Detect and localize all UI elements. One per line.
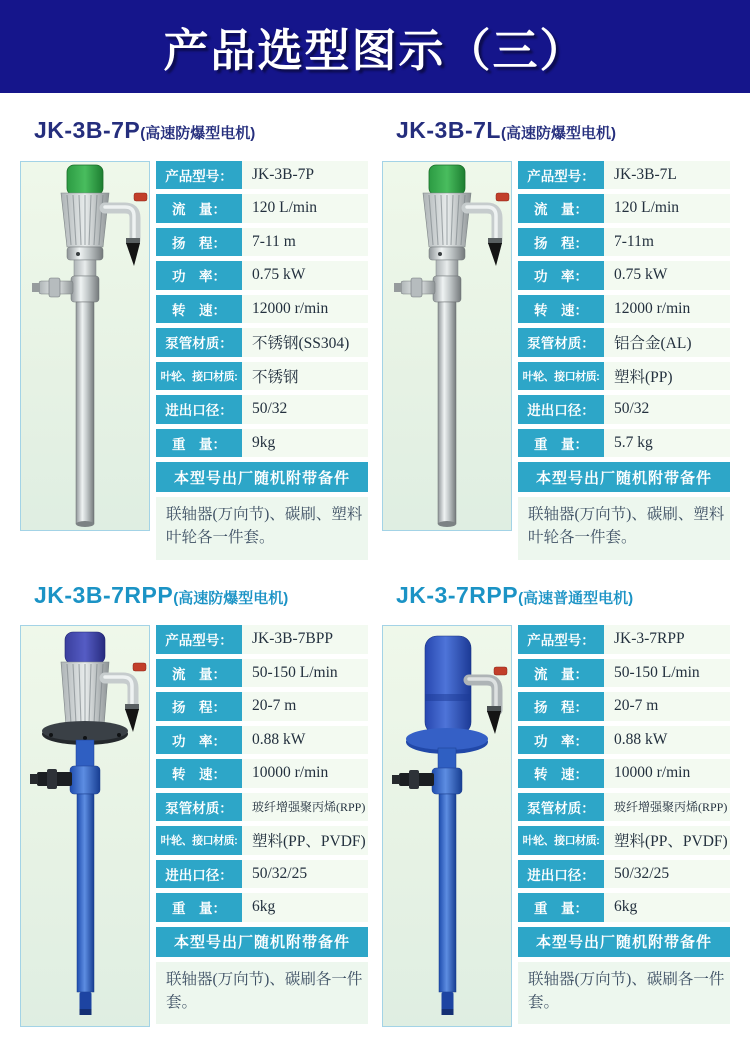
spec-row — [156, 429, 368, 458]
spec-value: 20-7 m — [604, 692, 730, 721]
spec-rows — [156, 161, 368, 458]
product-motor-type: (高速普通型电机) — [518, 589, 634, 607]
spec-label: 功 率： — [156, 726, 242, 755]
pump-illustration-rpp-blue-motor — [383, 626, 511, 1026]
spec-row — [156, 726, 368, 755]
spec-value: 不锈钢 — [242, 362, 368, 391]
spec-label: 泵管材质： — [518, 793, 604, 822]
pump-photo-frame — [382, 625, 512, 1027]
spec-row — [518, 429, 730, 458]
product-motor-type: (高速防爆型电机) — [500, 125, 616, 142]
spec-value: JK-3B-7BPP — [242, 625, 368, 654]
spec-value: 20-7 m — [242, 692, 368, 721]
spec-value: 120 L/min — [604, 194, 730, 223]
spec-value: 5.7 kg — [604, 429, 730, 458]
pump-illustration-aluminum-green — [383, 162, 511, 530]
accessories-banner: 本型号出厂随机附带备件 — [518, 927, 730, 957]
pump-photo-frame — [382, 161, 512, 531]
spec-row — [156, 826, 368, 855]
spec-value: 7-11m — [604, 228, 730, 257]
spec-label: 重 量： — [518, 893, 604, 922]
spec-value: 10000 r/min — [604, 759, 730, 788]
accessories-text: 联轴器(万向节)、碳刷各一件套。 — [518, 962, 730, 1025]
spec-label: 转 速： — [156, 295, 242, 324]
spec-value: 50/32/25 — [604, 860, 730, 889]
spec-row — [518, 860, 730, 889]
spec-row — [518, 625, 730, 654]
spec-label: 重 量： — [156, 429, 242, 458]
pump-photo-frame — [20, 625, 150, 1027]
spec-value: 50/32 — [604, 395, 730, 424]
spec-label: 进出口径： — [518, 860, 604, 889]
product-title — [396, 582, 730, 610]
spec-table — [156, 625, 368, 1024]
spec-label: 叶轮、接口材质: — [518, 362, 604, 391]
spec-label: 转 速： — [156, 759, 242, 788]
product-model: JK-3B-7L — [396, 117, 501, 143]
product-title — [34, 117, 368, 145]
spec-label: 进出口径： — [518, 395, 604, 424]
spec-row — [518, 659, 730, 688]
spec-value: 12000 r/min — [604, 295, 730, 324]
spec-label: 叶轮、接口材质: — [156, 362, 242, 391]
spec-row — [518, 726, 730, 755]
spec-value: 9kg — [242, 429, 368, 458]
product-motor-type: (高速防爆型电机) — [140, 125, 256, 142]
spec-rows — [518, 161, 730, 458]
spec-label: 产品型号： — [518, 161, 604, 190]
pump-photo-frame — [20, 161, 150, 531]
spec-row — [518, 893, 730, 922]
spec-label: 流 量： — [518, 659, 604, 688]
spec-label: 流 量： — [156, 659, 242, 688]
product-model: JK-3-7RPP — [396, 581, 519, 608]
accessories-banner: 本型号出厂随机附带备件 — [156, 927, 368, 957]
spec-label: 泵管材质： — [156, 328, 242, 357]
spec-row — [156, 860, 368, 889]
spec-label: 功 率： — [156, 261, 242, 290]
spec-value: JK-3B-7P — [242, 161, 368, 190]
product-model: JK-3B-7P — [34, 117, 141, 143]
spec-row — [518, 161, 730, 190]
accessories-text: 联轴器(万向节)、碳刷各一件套。 — [156, 962, 368, 1025]
spec-label: 叶轮、接口材质: — [156, 826, 242, 855]
spec-row — [156, 261, 368, 290]
spec-row — [518, 759, 730, 788]
spec-value: 7-11 m — [242, 228, 368, 257]
spec-label: 扬 程： — [518, 228, 604, 257]
spec-value: 0.75 kW — [604, 261, 730, 290]
spec-label: 扬 程： — [518, 692, 604, 721]
product-card-jk-3b-7rpp — [20, 582, 368, 1028]
spec-value: 铝合金(AL) — [604, 328, 730, 357]
spec-row — [518, 261, 730, 290]
spec-row — [156, 793, 368, 822]
spec-label: 功 率： — [518, 726, 604, 755]
spec-row — [156, 692, 368, 721]
accessories-text: 联轴器(万向节)、碳刷、塑料叶轮各一件套。 — [518, 497, 730, 560]
spec-value: 10000 r/min — [242, 759, 368, 788]
spec-value: 塑料(PP、PVDF) — [242, 826, 368, 855]
spec-value: 50-150 L/min — [604, 659, 730, 688]
spec-value: 120 L/min — [242, 194, 368, 223]
spec-row — [518, 295, 730, 324]
spec-value: 塑料(PP) — [604, 362, 730, 391]
spec-label: 泵管材质： — [156, 793, 242, 822]
spec-row — [518, 362, 730, 391]
spec-row — [156, 893, 368, 922]
product-motor-type: (高速防爆型电机) — [173, 589, 289, 607]
spec-row — [156, 659, 368, 688]
spec-row — [518, 328, 730, 357]
product-title — [396, 117, 730, 145]
spec-label: 功 率： — [518, 261, 604, 290]
spec-label: 转 速： — [518, 295, 604, 324]
spec-label: 流 量： — [518, 194, 604, 223]
spec-label: 进出口径： — [156, 860, 242, 889]
spec-value: 50/32/25 — [242, 860, 368, 889]
product-model: JK-3B-7RPP — [34, 581, 174, 608]
spec-value: JK-3B-7L — [604, 161, 730, 190]
spec-row — [518, 395, 730, 424]
spec-label: 进出口径： — [156, 395, 242, 424]
spec-row — [518, 228, 730, 257]
spec-label: 扬 程： — [156, 692, 242, 721]
spec-row — [518, 194, 730, 223]
spec-table — [156, 161, 368, 560]
spec-rows — [156, 625, 368, 922]
spec-label: 产品型号： — [156, 161, 242, 190]
spec-value: 6kg — [242, 893, 368, 922]
spec-row — [156, 161, 368, 190]
pump-illustration-stainless-green — [21, 162, 149, 530]
spec-row — [518, 793, 730, 822]
spec-table — [518, 161, 730, 560]
product-card-jk-3b-7l — [382, 117, 730, 560]
spec-value: 0.88 kW — [242, 726, 368, 755]
spec-label: 重 量： — [518, 429, 604, 458]
header-banner — [0, 0, 750, 93]
spec-value: 6kg — [604, 893, 730, 922]
spec-label: 泵管材质： — [518, 328, 604, 357]
spec-rows — [518, 625, 730, 922]
spec-row — [156, 759, 368, 788]
spec-value: 12000 r/min — [242, 295, 368, 324]
spec-value: 0.88 kW — [604, 726, 730, 755]
spec-table — [518, 625, 730, 1024]
spec-row — [518, 692, 730, 721]
spec-row — [156, 328, 368, 357]
spec-value: 塑料(PP、PVDF) — [604, 826, 730, 855]
product-card-jk-3b-7p — [20, 117, 368, 560]
product-grid — [0, 93, 750, 1037]
spec-label: 扬 程： — [156, 228, 242, 257]
spec-row — [156, 228, 368, 257]
spec-value: 0.75 kW — [242, 261, 368, 290]
spec-value: 50/32 — [242, 395, 368, 424]
spec-row — [518, 826, 730, 855]
spec-value: 50-150 L/min — [242, 659, 368, 688]
spec-row — [156, 625, 368, 654]
spec-label: 流 量： — [156, 194, 242, 223]
spec-row — [156, 295, 368, 324]
accessories-banner: 本型号出厂随机附带备件 — [518, 462, 730, 492]
pump-illustration-rpp-silver-motor — [21, 626, 149, 1026]
product-card-jk-3-7rpp — [382, 582, 730, 1028]
spec-label: 产品型号： — [518, 625, 604, 654]
spec-row — [156, 194, 368, 223]
product-title — [34, 582, 368, 610]
accessories-banner: 本型号出厂随机附带备件 — [156, 462, 368, 492]
spec-value: 玻纤增强聚丙烯(RPP) — [604, 793, 730, 822]
page-title: 产品选型图示（三） — [163, 25, 587, 76]
spec-row — [156, 362, 368, 391]
spec-label: 转 速： — [518, 759, 604, 788]
spec-label: 产品型号： — [156, 625, 242, 654]
spec-row — [156, 395, 368, 424]
spec-label: 叶轮、接口材质: — [518, 826, 604, 855]
spec-value: 不锈钢(SS304) — [242, 328, 368, 357]
spec-label: 重 量： — [156, 893, 242, 922]
spec-value: 玻纤增强聚丙烯(RPP) — [242, 793, 368, 822]
spec-value: JK-3-7RPP — [604, 625, 730, 654]
accessories-text: 联轴器(万向节)、碳刷、塑料叶轮各一件套。 — [156, 497, 368, 560]
